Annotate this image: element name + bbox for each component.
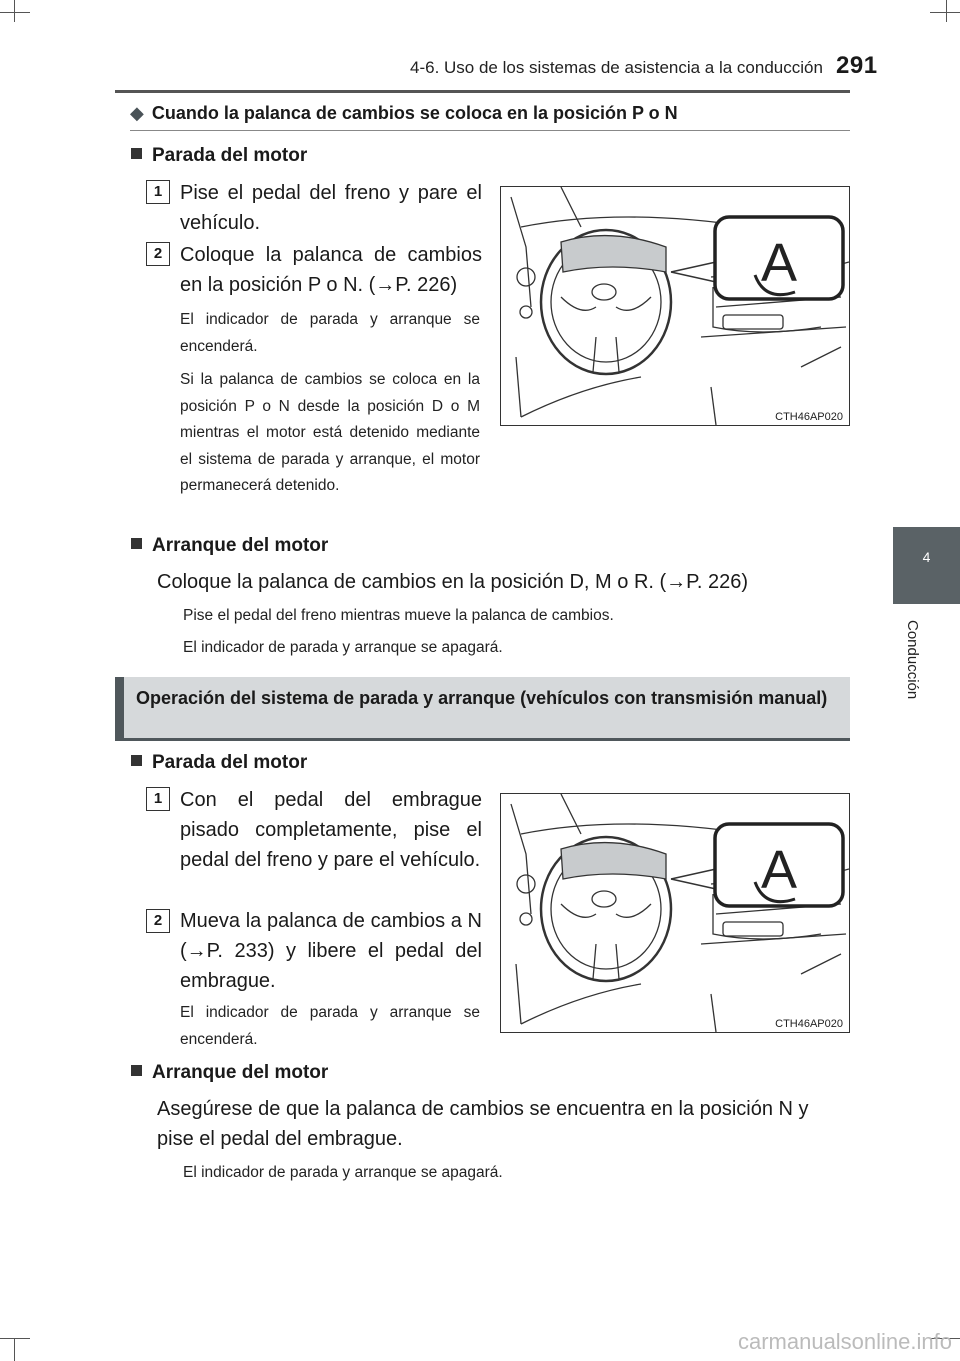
step-text: Pise el pedal del freno y pare el vehículo.	[180, 182, 482, 234]
watermark: carmanualsonline.info	[737, 1329, 952, 1354]
running-header: 4-6. Uso de los sistemas de asistencia a la conducción	[410, 58, 823, 77]
step-text: Mueva la palanca de cambios a N (→P. 233) y libere el pedal del embrague.	[180, 910, 482, 992]
subsection-heading: Parada del motor	[131, 145, 307, 167]
callout-label: A	[760, 840, 798, 900]
note-text: Si la palanca de cambios se coloca en la posición P o N desde la posición D o M mientras el motor está detenido mediante el sistema de parada y arranque, el motor permanecerá detenido.	[180, 371, 480, 494]
step-number: 1	[146, 787, 170, 811]
crop-mark	[0, 1338, 30, 1339]
note-text: El indicador de parada y arranque se encenderá.	[180, 311, 480, 355]
page-number: 291	[836, 52, 878, 79]
note-text: El indicador de parada y arranque se apagará.	[183, 1164, 503, 1181]
section-title: ◆ Cuando la palanca de cambios se coloca en la posición P o N	[130, 103, 678, 123]
step-number: 1	[146, 180, 170, 204]
crop-mark	[0, 12, 30, 13]
dashboard-figure	[500, 186, 850, 426]
diamond-icon: ◆	[130, 103, 144, 123]
chapter-number: 4	[922, 549, 931, 565]
dashboard-illustration	[501, 794, 849, 1032]
chapter-tab	[893, 527, 960, 604]
square-bullet-icon	[131, 538, 142, 549]
chapter-label: Conducción	[904, 620, 921, 700]
body-text: Coloque la palanca de cambios en la posición D, M o R. (→P. 226)	[157, 571, 749, 593]
subsection-heading: Parada del motor	[131, 752, 307, 774]
body-text: Asegúrese de que la palanca de cambios se encuentra en la posición N y pise el pedal del embrague.	[157, 1098, 809, 1150]
section-rule	[130, 130, 850, 131]
dashboard-illustration	[501, 187, 849, 425]
note-text: Pise el pedal del freno mientras mueve la palanca de cambios.	[183, 607, 614, 624]
note-text: El indicador de parada y arranque se apagará.	[183, 639, 503, 656]
crop-mark	[930, 12, 960, 13]
callout-label: A	[760, 233, 798, 293]
step-text: Con el pedal del embrague pisado completamente, pise el pedal del freno y pare el vehículo.	[180, 789, 482, 871]
crop-mark	[14, 1339, 15, 1361]
crop-mark	[946, 0, 947, 22]
step-text: Coloque la palanca de cambios en la posición P o N. (→P. 226)	[180, 244, 482, 296]
header-rule	[115, 90, 850, 93]
dashboard-figure	[500, 793, 850, 1033]
square-bullet-icon	[131, 148, 142, 159]
step-number: 2	[146, 242, 170, 266]
square-bullet-icon	[131, 1065, 142, 1076]
note-text: El indicador de parada y arranque se encenderá.	[180, 1004, 480, 1048]
section-title-bar: Operación del sistema de parada y arranque (vehículos con transmisión manual)	[115, 677, 850, 741]
crop-mark	[14, 0, 15, 22]
subsection-heading: Arranque del motor	[131, 535, 328, 557]
figure-code: CTH46AP020	[775, 411, 843, 423]
square-bullet-icon	[131, 755, 142, 766]
subsection-heading: Arranque del motor	[131, 1062, 328, 1084]
step-number: 2	[146, 909, 170, 933]
figure-code: CTH46AP020	[775, 1018, 843, 1030]
